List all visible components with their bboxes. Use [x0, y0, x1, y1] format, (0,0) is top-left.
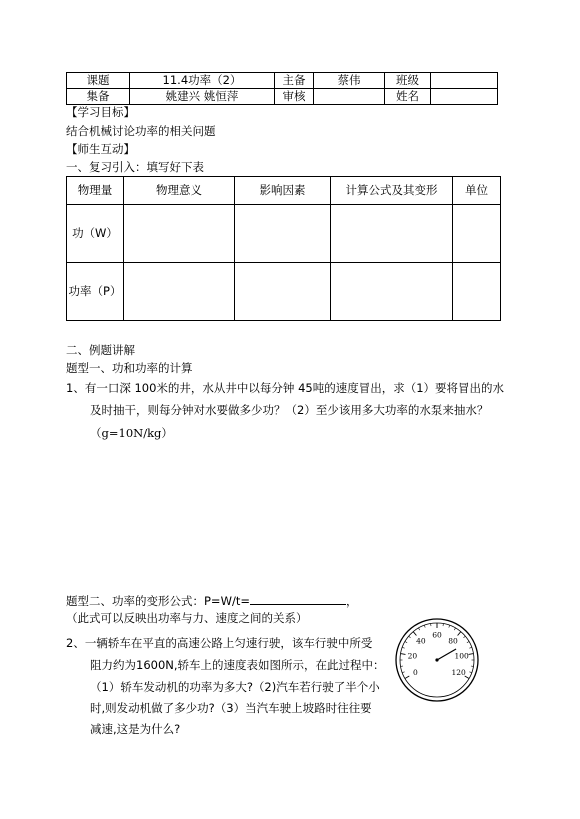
minor-tick [467, 642, 469, 643]
speed-label: 40 [416, 636, 426, 646]
q1-line2: 及时抽干，则每分钟对水要做多少功？（2）至少该用多大功率的水泵来抽水？ [90, 403, 489, 417]
row-power-label: 功率（P） [67, 263, 124, 321]
table-cell[interactable] [124, 263, 235, 321]
type2-title-suffix: ， [345, 594, 358, 608]
speedometer-needle [437, 649, 456, 660]
label-class: 班级 [385, 73, 431, 89]
table-cell[interactable] [235, 263, 331, 321]
q2-line3: （1）轿车发动机的功率为多大?（2)汽车若行驶了半个小 [90, 680, 380, 694]
section2-title: 二、例题讲解 [66, 343, 135, 357]
table-cell[interactable] [453, 205, 501, 263]
label-name: 姓名 [385, 89, 431, 105]
speed-label: 20 [407, 651, 418, 661]
table-cell[interactable] [331, 205, 453, 263]
minor-tick [449, 625, 450, 627]
col-header-formula: 计算公式及其变形 [331, 177, 453, 205]
minor-tick [424, 625, 425, 627]
type2-note: （此式可以反映出功率与力、速度之间的关系） [66, 611, 308, 625]
q2-line5: 减速,这是为什么? [90, 722, 181, 736]
formula-blank[interactable] [250, 594, 346, 605]
minor-tick [463, 636, 465, 638]
minor-tick [419, 628, 420, 630]
major-tick [413, 632, 416, 636]
label-lead: 主备 [275, 73, 314, 89]
table-cell[interactable] [331, 263, 453, 321]
label-group-prep: 集备 [67, 89, 130, 105]
name-value[interactable] [431, 89, 498, 105]
lead-value: 蔡伟 [314, 73, 385, 89]
speedometer [393, 616, 481, 704]
minor-tick [469, 672, 471, 673]
interaction-heading: 【师生互动】 [66, 142, 135, 156]
minor-tick [402, 672, 404, 673]
speed-label: 100 [454, 651, 469, 661]
minor-tick [402, 647, 404, 648]
table-cell[interactable] [453, 263, 501, 321]
header-table [66, 72, 498, 105]
q1-line1: 1、有一口深 100米的井，水从井中以每分钟 45吨的速度冒出，求（1）要将冒出的水 [66, 381, 505, 395]
type2-title [66, 594, 357, 608]
major-tick [469, 654, 474, 655]
q2-line1: 2、一辆轿车在平直的高速公路上匀速行驶，该车行驶中所受 [66, 636, 373, 650]
col-header-meaning: 物理意义 [124, 177, 235, 205]
speedometer-hub [435, 658, 438, 661]
q1-line3: （g=10N/kg） [90, 426, 173, 440]
speed-label: 60 [432, 630, 442, 640]
minor-tick [469, 647, 471, 648]
type1-title: 题型一、功和功率的计算 [66, 361, 193, 375]
label-topic: 课题 [67, 73, 130, 89]
col-header-factors: 影响因素 [235, 177, 331, 205]
speed-label: 0 [412, 668, 418, 678]
q2-line4: 时,则发动机做了多少功?（3）当汽车驶上坡路时往往要 [90, 701, 372, 715]
speedometer-labels [408, 631, 469, 678]
minor-tick [405, 642, 407, 643]
class-value[interactable] [431, 73, 498, 89]
minor-tick [454, 628, 455, 630]
major-tick [405, 676, 409, 679]
section1-title: 一、复习引入：填写好下表 [66, 160, 204, 174]
major-tick [458, 632, 461, 636]
major-tick [401, 654, 406, 655]
speed-label: 80 [448, 636, 458, 646]
table-cell[interactable] [235, 205, 331, 263]
table-cell[interactable] [124, 205, 235, 263]
topic-value: 11.4功率（2） [130, 73, 275, 89]
review-table [66, 176, 501, 321]
col-header-unit: 单位 [453, 177, 501, 205]
type2-title-prefix: 题型二、功率的变形公式：P=W/t= [66, 594, 250, 608]
label-review: 审核 [275, 89, 314, 105]
minor-tick [409, 636, 411, 638]
q2-line2: 阻力约为1600N,轿车上的速度表如图所示，在此过程中： [90, 658, 385, 672]
group-prep-value: 姚建兴 姚恒萍 [130, 89, 275, 105]
review-value [314, 89, 385, 105]
col-header-quantity: 物理量 [67, 177, 124, 205]
speed-label: 120 [451, 668, 466, 678]
goals-text: 结合机械讨论功率的相关问题 [66, 124, 216, 138]
goals-heading: 【学习目标】 [66, 105, 135, 119]
row-work-label: 功（W） [67, 205, 124, 263]
